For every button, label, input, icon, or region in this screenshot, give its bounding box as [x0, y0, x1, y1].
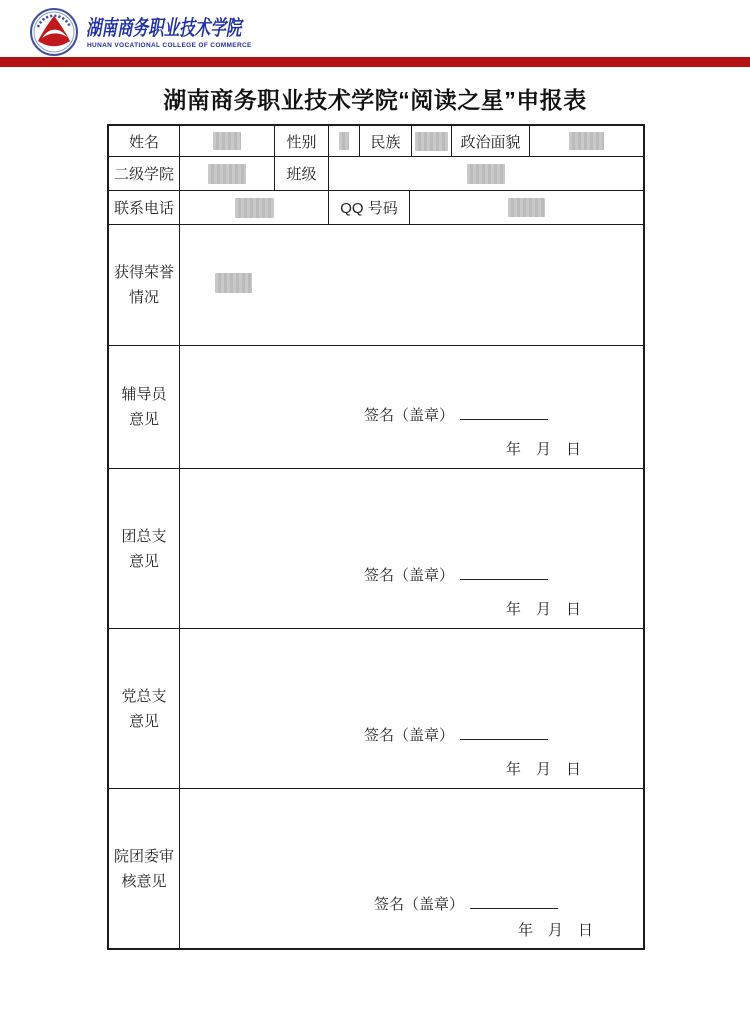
honors-label-line2: 情况 [128, 289, 159, 306]
phone-label: 联系电话 [109, 191, 180, 224]
qq-value-cell [410, 191, 643, 224]
redacted-gender-value [339, 132, 349, 150]
honors-label-line1: 获得荣誉 [113, 264, 174, 281]
signature-underline [460, 727, 548, 740]
counselor-opinion-content [180, 346, 643, 468]
college-label: 二级学院 [109, 157, 180, 190]
qq-label: QQ 号码 [329, 191, 410, 224]
name-value-cell [180, 126, 275, 156]
redacted-class-value [467, 164, 505, 184]
signature-line [180, 404, 643, 425]
table-row-counselor-opinion [109, 346, 643, 469]
school-name-chinese: 湖南商务职业技术学院 [86, 17, 242, 40]
signature-label: 签名（盖章） [363, 727, 454, 744]
political-status-value-cell [530, 126, 643, 156]
redacted-qq-value [508, 198, 545, 217]
signature-label: 签名（盖章） [373, 896, 464, 913]
signature-label: 签名（盖章） [363, 407, 454, 424]
date-line: 年 月 日 [505, 761, 581, 778]
honors-content-cell [180, 225, 643, 345]
table-row-honors [109, 225, 643, 346]
signature-underline [470, 896, 558, 909]
ethnicity-label: 民族 [360, 126, 412, 156]
name-label: 姓名 [109, 126, 180, 156]
table-row-contact [109, 191, 643, 225]
opinion-label-line1: 党总支 [121, 687, 167, 705]
letterhead [0, 0, 750, 57]
signature-label: 签名（盖章） [363, 567, 454, 584]
league-branch-opinion-label [109, 469, 180, 628]
table-row-college-class [109, 157, 643, 191]
signature-underline [460, 407, 548, 420]
gender-value-cell [329, 126, 360, 156]
table-row-committee-review-opinion [109, 789, 643, 948]
school-logo-icon [29, 7, 79, 57]
committee-review-opinion-label [109, 789, 180, 948]
class-label: 班级 [275, 157, 329, 190]
honors-label [109, 225, 180, 345]
date-line: 年 月 日 [505, 441, 581, 458]
class-value-cell [329, 157, 643, 190]
phone-value-cell [180, 191, 329, 224]
college-value-cell [180, 157, 275, 190]
letterhead-accent-bar [0, 57, 750, 67]
redacted-political-status-value [569, 132, 604, 150]
signature-line [180, 893, 643, 914]
political-status-label: 政治面貌 [452, 126, 530, 156]
opinion-label-line1: 辅导员 [121, 386, 167, 403]
opinion-label-line2: 意见 [128, 712, 159, 730]
table-row-basic-info [109, 126, 643, 157]
opinion-label-line2: 意见 [128, 552, 159, 570]
redacted-college-value [208, 164, 246, 184]
redacted-phone-value [235, 198, 274, 218]
ethnicity-value-cell [412, 126, 452, 156]
league-branch-opinion-content [180, 469, 643, 628]
form-title: 湖南商务职业技术学院“阅读之星”申报表 [163, 87, 587, 113]
committee-review-opinion-content [180, 789, 643, 948]
table-row-league-branch-opinion [109, 469, 643, 629]
redacted-name-value [213, 132, 241, 150]
gender-label: 性别 [275, 126, 329, 156]
application-table [107, 124, 645, 950]
date-line: 年 月 日 [517, 922, 593, 939]
party-branch-opinion-label [109, 629, 180, 788]
counselor-opinion-label [109, 346, 180, 468]
signature-line [180, 724, 643, 745]
table-row-party-branch-opinion [109, 629, 643, 789]
school-name-english: HUNAN VOCATIONAL COLLEGE OF COMMERCE [87, 42, 252, 49]
redacted-ethnicity-value [415, 132, 448, 151]
opinion-label-line2: 核意见 [121, 872, 167, 890]
redacted-honors-value [215, 273, 252, 293]
party-branch-opinion-content [180, 629, 643, 788]
opinion-label-line2: 意见 [128, 411, 159, 428]
opinion-label-line1: 院团委审 [113, 847, 174, 865]
date-line: 年 月 日 [505, 601, 581, 618]
opinion-label-line1: 团总支 [121, 527, 167, 545]
signature-line [180, 564, 643, 585]
signature-underline [460, 567, 548, 580]
